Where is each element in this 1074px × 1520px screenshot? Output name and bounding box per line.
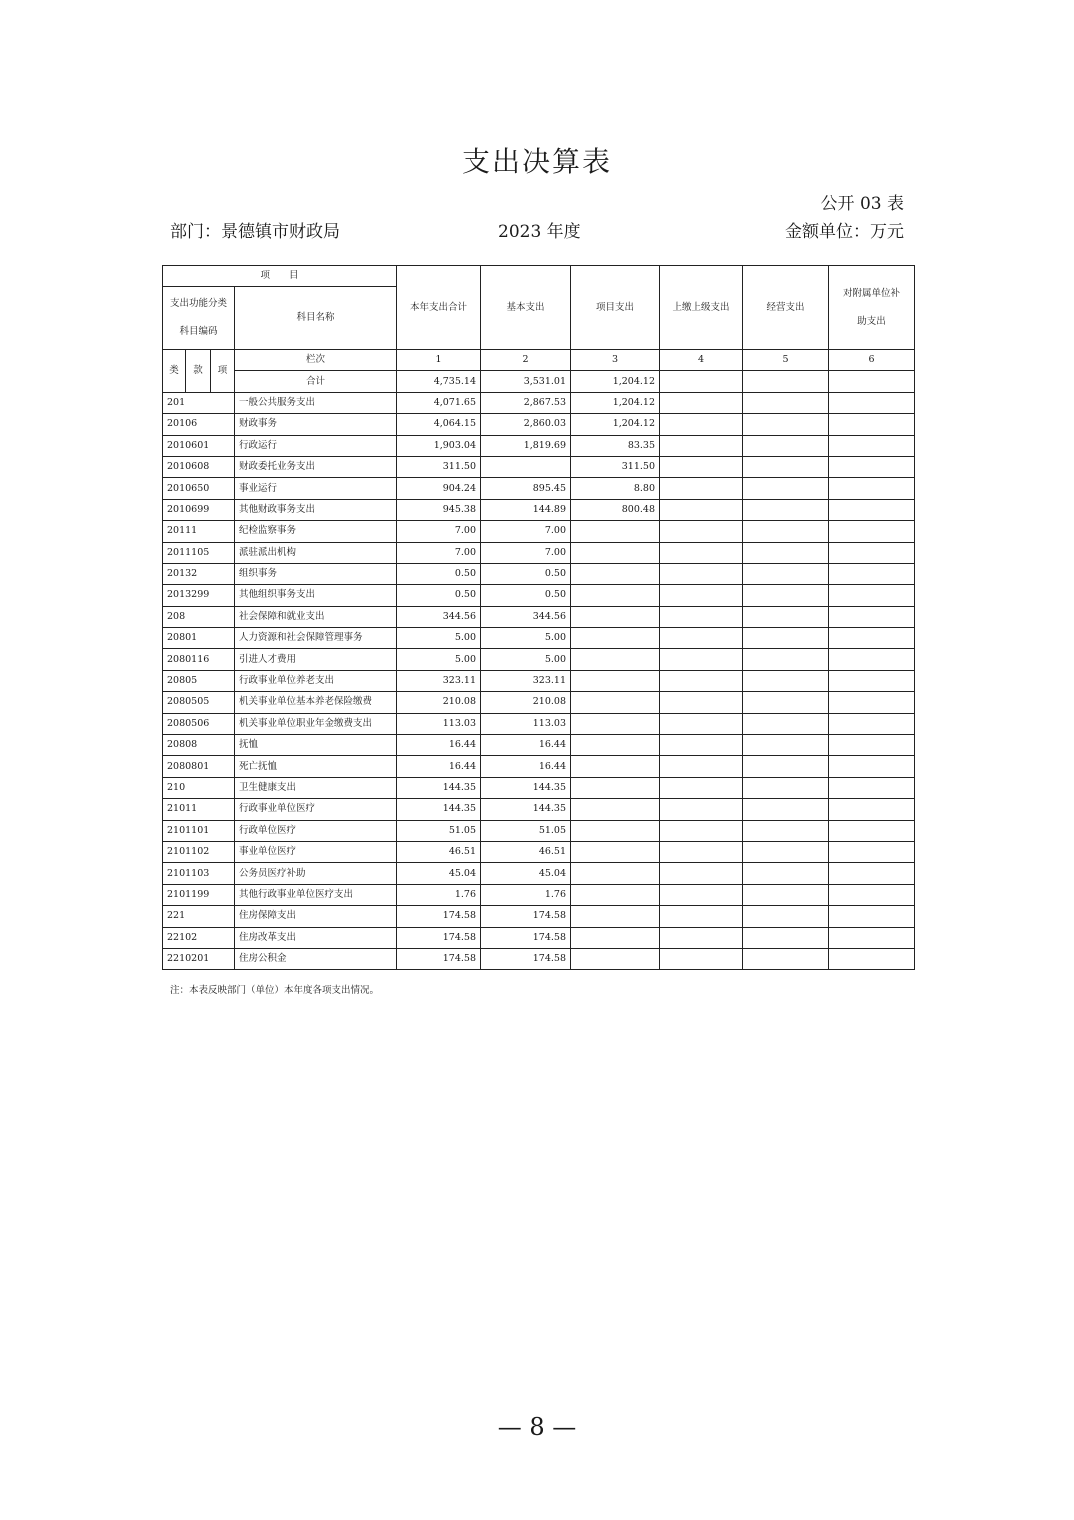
- row-project: [571, 799, 660, 820]
- row-total: 16.44: [397, 735, 481, 756]
- row-upper: [660, 478, 743, 499]
- header-n5: 5: [743, 350, 829, 371]
- row-basic: 7.00: [481, 542, 571, 563]
- row-basic: 144.35: [481, 799, 571, 820]
- row-subject-name: 派驻派出机构: [235, 542, 397, 563]
- row-project: [571, 692, 660, 713]
- row-subject-name: 事业单位医疗: [235, 841, 397, 862]
- row-subsidy: [829, 606, 915, 627]
- row-subsidy: [829, 499, 915, 520]
- row-subsidy: [829, 456, 915, 477]
- row-total: 174.58: [397, 948, 481, 969]
- row-project: [571, 542, 660, 563]
- row-project: [571, 649, 660, 670]
- row-operate: [743, 777, 829, 798]
- row-upper: [660, 820, 743, 841]
- row-subsidy: [829, 542, 915, 563]
- row-basic: 7.00: [481, 521, 571, 542]
- row-project: [571, 713, 660, 734]
- header-row-4: [163, 350, 915, 371]
- row-operate: [743, 435, 829, 456]
- row-subsidy: [829, 799, 915, 820]
- row-subject-name: 纪检监察事务: [235, 521, 397, 542]
- row-total: 46.51: [397, 841, 481, 862]
- row-code: 201: [163, 392, 235, 413]
- row-operate: [743, 563, 829, 584]
- row-basic: 144.35: [481, 777, 571, 798]
- row-subsidy: [829, 841, 915, 862]
- row-operate: [743, 499, 829, 520]
- table-row: [163, 906, 915, 927]
- row-subsidy: [829, 756, 915, 777]
- table-row: [163, 927, 915, 948]
- header-n2: 2: [481, 350, 571, 371]
- table-row: [163, 628, 915, 649]
- row-subsidy: [829, 649, 915, 670]
- row-upper: [660, 799, 743, 820]
- table-row: [163, 649, 915, 670]
- row-upper: [660, 542, 743, 563]
- row-operate: [743, 735, 829, 756]
- row-operate: [743, 927, 829, 948]
- row-upper: [660, 456, 743, 477]
- row-total: 0.50: [397, 585, 481, 606]
- header-subject-name: 科目名称: [235, 287, 397, 350]
- header-col-total: 本年支出合计: [397, 266, 481, 350]
- row-project: 1,204.12: [571, 414, 660, 435]
- row-upper: [660, 585, 743, 606]
- row-project: [571, 927, 660, 948]
- row-total: 1,903.04: [397, 435, 481, 456]
- table-row: [163, 392, 915, 413]
- row-total: 174.58: [397, 906, 481, 927]
- row-upper: [660, 948, 743, 969]
- row-basic: 174.58: [481, 906, 571, 927]
- row-code: 2080801: [163, 756, 235, 777]
- row-upper: [660, 414, 743, 435]
- header-n4: 4: [660, 350, 743, 371]
- row-operate: [743, 863, 829, 884]
- row-basic: 174.58: [481, 948, 571, 969]
- row-upper: [660, 841, 743, 862]
- row-operate: [743, 628, 829, 649]
- row-code: 2210201: [163, 948, 235, 969]
- header-col-subsidy-line1: 对附属单位补: [843, 287, 901, 299]
- row-basic: 2,867.53: [481, 392, 571, 413]
- row-upper: [660, 563, 743, 584]
- row-operate: [743, 649, 829, 670]
- row-code: 2101101: [163, 820, 235, 841]
- row-subject-name: 其他财政事务支出: [235, 499, 397, 520]
- form-number: 公开 03 表: [820, 194, 904, 214]
- row-upper: [660, 606, 743, 627]
- row-subsidy: [829, 948, 915, 969]
- row-project: 800.48: [571, 499, 660, 520]
- table-row: [163, 435, 915, 456]
- row-code: 208: [163, 606, 235, 627]
- row-subsidy: [829, 392, 915, 413]
- table-row: [163, 799, 915, 820]
- row-code: 2010601: [163, 435, 235, 456]
- row-code: 22102: [163, 927, 235, 948]
- header-func-class-line2: 科目编码: [179, 326, 218, 337]
- row-operate: [743, 478, 829, 499]
- row-subsidy: [829, 927, 915, 948]
- header-col-project: 项目支出: [571, 266, 660, 350]
- row-subsidy: [829, 521, 915, 542]
- row-code: 20106: [163, 414, 235, 435]
- row-upper: [660, 499, 743, 520]
- header-func-class-line1: 支出功能分类: [169, 298, 227, 309]
- row-operate: [743, 713, 829, 734]
- row-subsidy: [829, 863, 915, 884]
- row-upper: [660, 906, 743, 927]
- row-project: [571, 585, 660, 606]
- row-code: 2010608: [163, 456, 235, 477]
- row-project: [571, 521, 660, 542]
- row-upper: [660, 392, 743, 413]
- row-total: 113.03: [397, 713, 481, 734]
- row-operate: [743, 521, 829, 542]
- row-subsidy: [829, 713, 915, 734]
- table-row: [163, 756, 915, 777]
- row-project: 1,204.12: [571, 392, 660, 413]
- header-col-upper: 上缴上级支出: [660, 266, 743, 350]
- row-operate: [743, 948, 829, 969]
- row-subsidy: [829, 585, 915, 606]
- row-upper: [660, 756, 743, 777]
- row-basic: 895.45: [481, 478, 571, 499]
- row-code: 2011105: [163, 542, 235, 563]
- row-basic: 323.11: [481, 670, 571, 691]
- row-total: 311.50: [397, 456, 481, 477]
- row-basic: 0.50: [481, 563, 571, 584]
- row-code: 20111: [163, 521, 235, 542]
- table-row: [163, 735, 915, 756]
- total-total: 4,735.14: [397, 371, 481, 392]
- row-basic: 1.76: [481, 884, 571, 905]
- row-code: 2080506: [163, 713, 235, 734]
- table-row: [163, 521, 915, 542]
- row-code: 221: [163, 906, 235, 927]
- table-row: [163, 713, 915, 734]
- row-project: 311.50: [571, 456, 660, 477]
- page-title: 支出决算表: [461, 145, 612, 178]
- row-code: 21011: [163, 799, 235, 820]
- row-total: 16.44: [397, 756, 481, 777]
- row-project: [571, 906, 660, 927]
- row-code: 20801: [163, 628, 235, 649]
- row-project: [571, 777, 660, 798]
- row-subject-name: 行政事业单位养老支出: [235, 670, 397, 691]
- department-label: 部门：景德镇市财政局: [170, 222, 340, 242]
- row-upper: [660, 713, 743, 734]
- row-subject-name: 财政事务: [235, 414, 397, 435]
- row-code: 2101102: [163, 841, 235, 862]
- table-row: [163, 606, 915, 627]
- row-operate: [743, 392, 829, 413]
- row-code: 2010650: [163, 478, 235, 499]
- row-upper: [660, 884, 743, 905]
- row-operate: [743, 841, 829, 862]
- row-code: 2080505: [163, 692, 235, 713]
- row-code: 20132: [163, 563, 235, 584]
- row-subject-name: 引进人才费用: [235, 649, 397, 670]
- table-row: [163, 820, 915, 841]
- row-total: 4,064.15: [397, 414, 481, 435]
- row-operate: [743, 414, 829, 435]
- row-subject-name: 行政事业单位医疗: [235, 799, 397, 820]
- row-code: 2080116: [163, 649, 235, 670]
- row-subject-name: 抚恤: [235, 735, 397, 756]
- row-upper: [660, 521, 743, 542]
- row-code: 20808: [163, 735, 235, 756]
- row-operate: [743, 670, 829, 691]
- header-col-operate: 经营支出: [743, 266, 829, 350]
- row-basic: 46.51: [481, 841, 571, 862]
- table-row: [163, 777, 915, 798]
- row-operate: [743, 585, 829, 606]
- total-label: 合计: [235, 371, 397, 392]
- header-kuan: 款: [186, 350, 211, 393]
- row-basic: 16.44: [481, 735, 571, 756]
- row-code: 2101199: [163, 884, 235, 905]
- row-subject-name: 社会保障和就业支出: [235, 606, 397, 627]
- row-total: 7.00: [397, 521, 481, 542]
- row-basic: 344.56: [481, 606, 571, 627]
- row-project: [571, 670, 660, 691]
- row-total: 5.00: [397, 649, 481, 670]
- row-upper: [660, 670, 743, 691]
- table-row: [163, 841, 915, 862]
- row-operate: [743, 820, 829, 841]
- row-basic: 5.00: [481, 649, 571, 670]
- table-row: [163, 670, 915, 691]
- row-subject-name: 行政单位医疗: [235, 820, 397, 841]
- total-row: [163, 371, 915, 392]
- header-n1: 1: [397, 350, 481, 371]
- row-project: [571, 628, 660, 649]
- table-row: [163, 414, 915, 435]
- row-operate: [743, 884, 829, 905]
- header-n6: 6: [829, 350, 915, 371]
- row-subsidy: [829, 670, 915, 691]
- expenditure-table: [162, 265, 915, 970]
- table-row: [163, 478, 915, 499]
- row-total: 323.11: [397, 670, 481, 691]
- row-subject-name: 人力资源和社会保障管理事务: [235, 628, 397, 649]
- row-subsidy: [829, 692, 915, 713]
- row-subject-name: 其他行政事业单位医疗支出: [235, 884, 397, 905]
- row-upper: [660, 435, 743, 456]
- page-number: — 8 —: [497, 1413, 577, 1441]
- row-subject-name: 其他组织事务支出: [235, 585, 397, 606]
- row-subsidy: [829, 820, 915, 841]
- row-basic: [481, 456, 571, 477]
- total-operate: [743, 371, 829, 392]
- total-subsidy: [829, 371, 915, 392]
- row-project: [571, 735, 660, 756]
- header-col-basic: 基本支出: [481, 266, 571, 350]
- row-subsidy: [829, 735, 915, 756]
- row-total: 0.50: [397, 563, 481, 584]
- row-subject-name: 死亡抚恤: [235, 756, 397, 777]
- total-upper: [660, 371, 743, 392]
- row-project: [571, 841, 660, 862]
- row-subject-name: 卫生健康支出: [235, 777, 397, 798]
- row-subject-name: 住房公积金: [235, 948, 397, 969]
- row-basic: 113.03: [481, 713, 571, 734]
- row-basic: 174.58: [481, 927, 571, 948]
- table-row: [163, 456, 915, 477]
- row-operate: [743, 456, 829, 477]
- table-row: [163, 692, 915, 713]
- row-total: 945.38: [397, 499, 481, 520]
- row-project: [571, 820, 660, 841]
- row-upper: [660, 863, 743, 884]
- row-total: 904.24: [397, 478, 481, 499]
- row-total: 4,071.65: [397, 392, 481, 413]
- row-total: 5.00: [397, 628, 481, 649]
- row-project: [571, 948, 660, 969]
- header-func-class: [163, 287, 235, 350]
- table-row: [163, 585, 915, 606]
- total-project: 1,204.12: [571, 371, 660, 392]
- row-project: [571, 563, 660, 584]
- row-subsidy: [829, 478, 915, 499]
- row-subsidy: [829, 884, 915, 905]
- row-basic: 0.50: [481, 585, 571, 606]
- row-upper: [660, 628, 743, 649]
- row-project: [571, 863, 660, 884]
- row-subject-name: 行政运行: [235, 435, 397, 456]
- table-row: [163, 499, 915, 520]
- row-total: 1.76: [397, 884, 481, 905]
- row-upper: [660, 692, 743, 713]
- header-lei: 类: [163, 350, 186, 393]
- row-basic: 210.08: [481, 692, 571, 713]
- row-operate: [743, 692, 829, 713]
- row-operate: [743, 799, 829, 820]
- row-subject-name: 住房改革支出: [235, 927, 397, 948]
- row-subsidy: [829, 563, 915, 584]
- row-project: [571, 756, 660, 777]
- unit-label: 金额单位：万元: [785, 222, 904, 242]
- row-total: 344.56: [397, 606, 481, 627]
- row-total: 51.05: [397, 820, 481, 841]
- row-upper: [660, 649, 743, 670]
- table-row: [163, 563, 915, 584]
- row-project: [571, 606, 660, 627]
- row-subject-name: 财政委托业务支出: [235, 456, 397, 477]
- row-basic: 144.89: [481, 499, 571, 520]
- row-subject-name: 组织事务: [235, 563, 397, 584]
- row-upper: [660, 927, 743, 948]
- header-item: 项 目: [163, 266, 397, 287]
- row-subsidy: [829, 628, 915, 649]
- table-row: [163, 884, 915, 905]
- row-basic: 51.05: [481, 820, 571, 841]
- row-basic: 1,819.69: [481, 435, 571, 456]
- header-col-subsidy: [829, 266, 915, 350]
- row-basic: 5.00: [481, 628, 571, 649]
- row-subject-name: 机关事业单位基本养老保险缴费: [235, 692, 397, 713]
- row-total: 45.04: [397, 863, 481, 884]
- header-col-subsidy-line2: 助支出: [857, 315, 886, 327]
- row-project: 8.80: [571, 478, 660, 499]
- row-subject-name: 公务员医疗补助: [235, 863, 397, 884]
- row-total: 144.35: [397, 777, 481, 798]
- row-subsidy: [829, 414, 915, 435]
- header-n3: 3: [571, 350, 660, 371]
- row-total: 144.35: [397, 799, 481, 820]
- row-subject-name: 住房保障支出: [235, 906, 397, 927]
- row-operate: [743, 906, 829, 927]
- row-upper: [660, 777, 743, 798]
- table-row: [163, 948, 915, 969]
- row-upper: [660, 735, 743, 756]
- row-total: 174.58: [397, 927, 481, 948]
- row-subject-name: 机关事业单位职业年金缴费支出: [235, 713, 397, 734]
- row-subsidy: [829, 777, 915, 798]
- row-code: 210: [163, 777, 235, 798]
- row-basic: 16.44: [481, 756, 571, 777]
- table-row: [163, 863, 915, 884]
- row-basic: 2,860.03: [481, 414, 571, 435]
- row-code: 2101103: [163, 863, 235, 884]
- row-subject-name: 一般公共服务支出: [235, 392, 397, 413]
- row-operate: [743, 756, 829, 777]
- table-row: [163, 542, 915, 563]
- table-note: 注：本表反映部门（单位）本年度各项支出情况。: [170, 985, 380, 996]
- row-code: 2010699: [163, 499, 235, 520]
- row-operate: [743, 606, 829, 627]
- row-subsidy: [829, 435, 915, 456]
- row-subject-name: 事业运行: [235, 478, 397, 499]
- row-project: [571, 884, 660, 905]
- row-operate: [743, 542, 829, 563]
- row-basic: 45.04: [481, 863, 571, 884]
- row-code: 20805: [163, 670, 235, 691]
- row-subsidy: [829, 906, 915, 927]
- row-code: 2013299: [163, 585, 235, 606]
- row-total: 210.08: [397, 692, 481, 713]
- header-row-1: [163, 266, 915, 287]
- year-label: 2023 年度: [498, 222, 581, 242]
- total-basic: 3,531.01: [481, 371, 571, 392]
- header-lanci: 栏次: [235, 350, 397, 371]
- header-xiang: 项: [211, 350, 235, 393]
- row-project: 83.35: [571, 435, 660, 456]
- row-total: 7.00: [397, 542, 481, 563]
